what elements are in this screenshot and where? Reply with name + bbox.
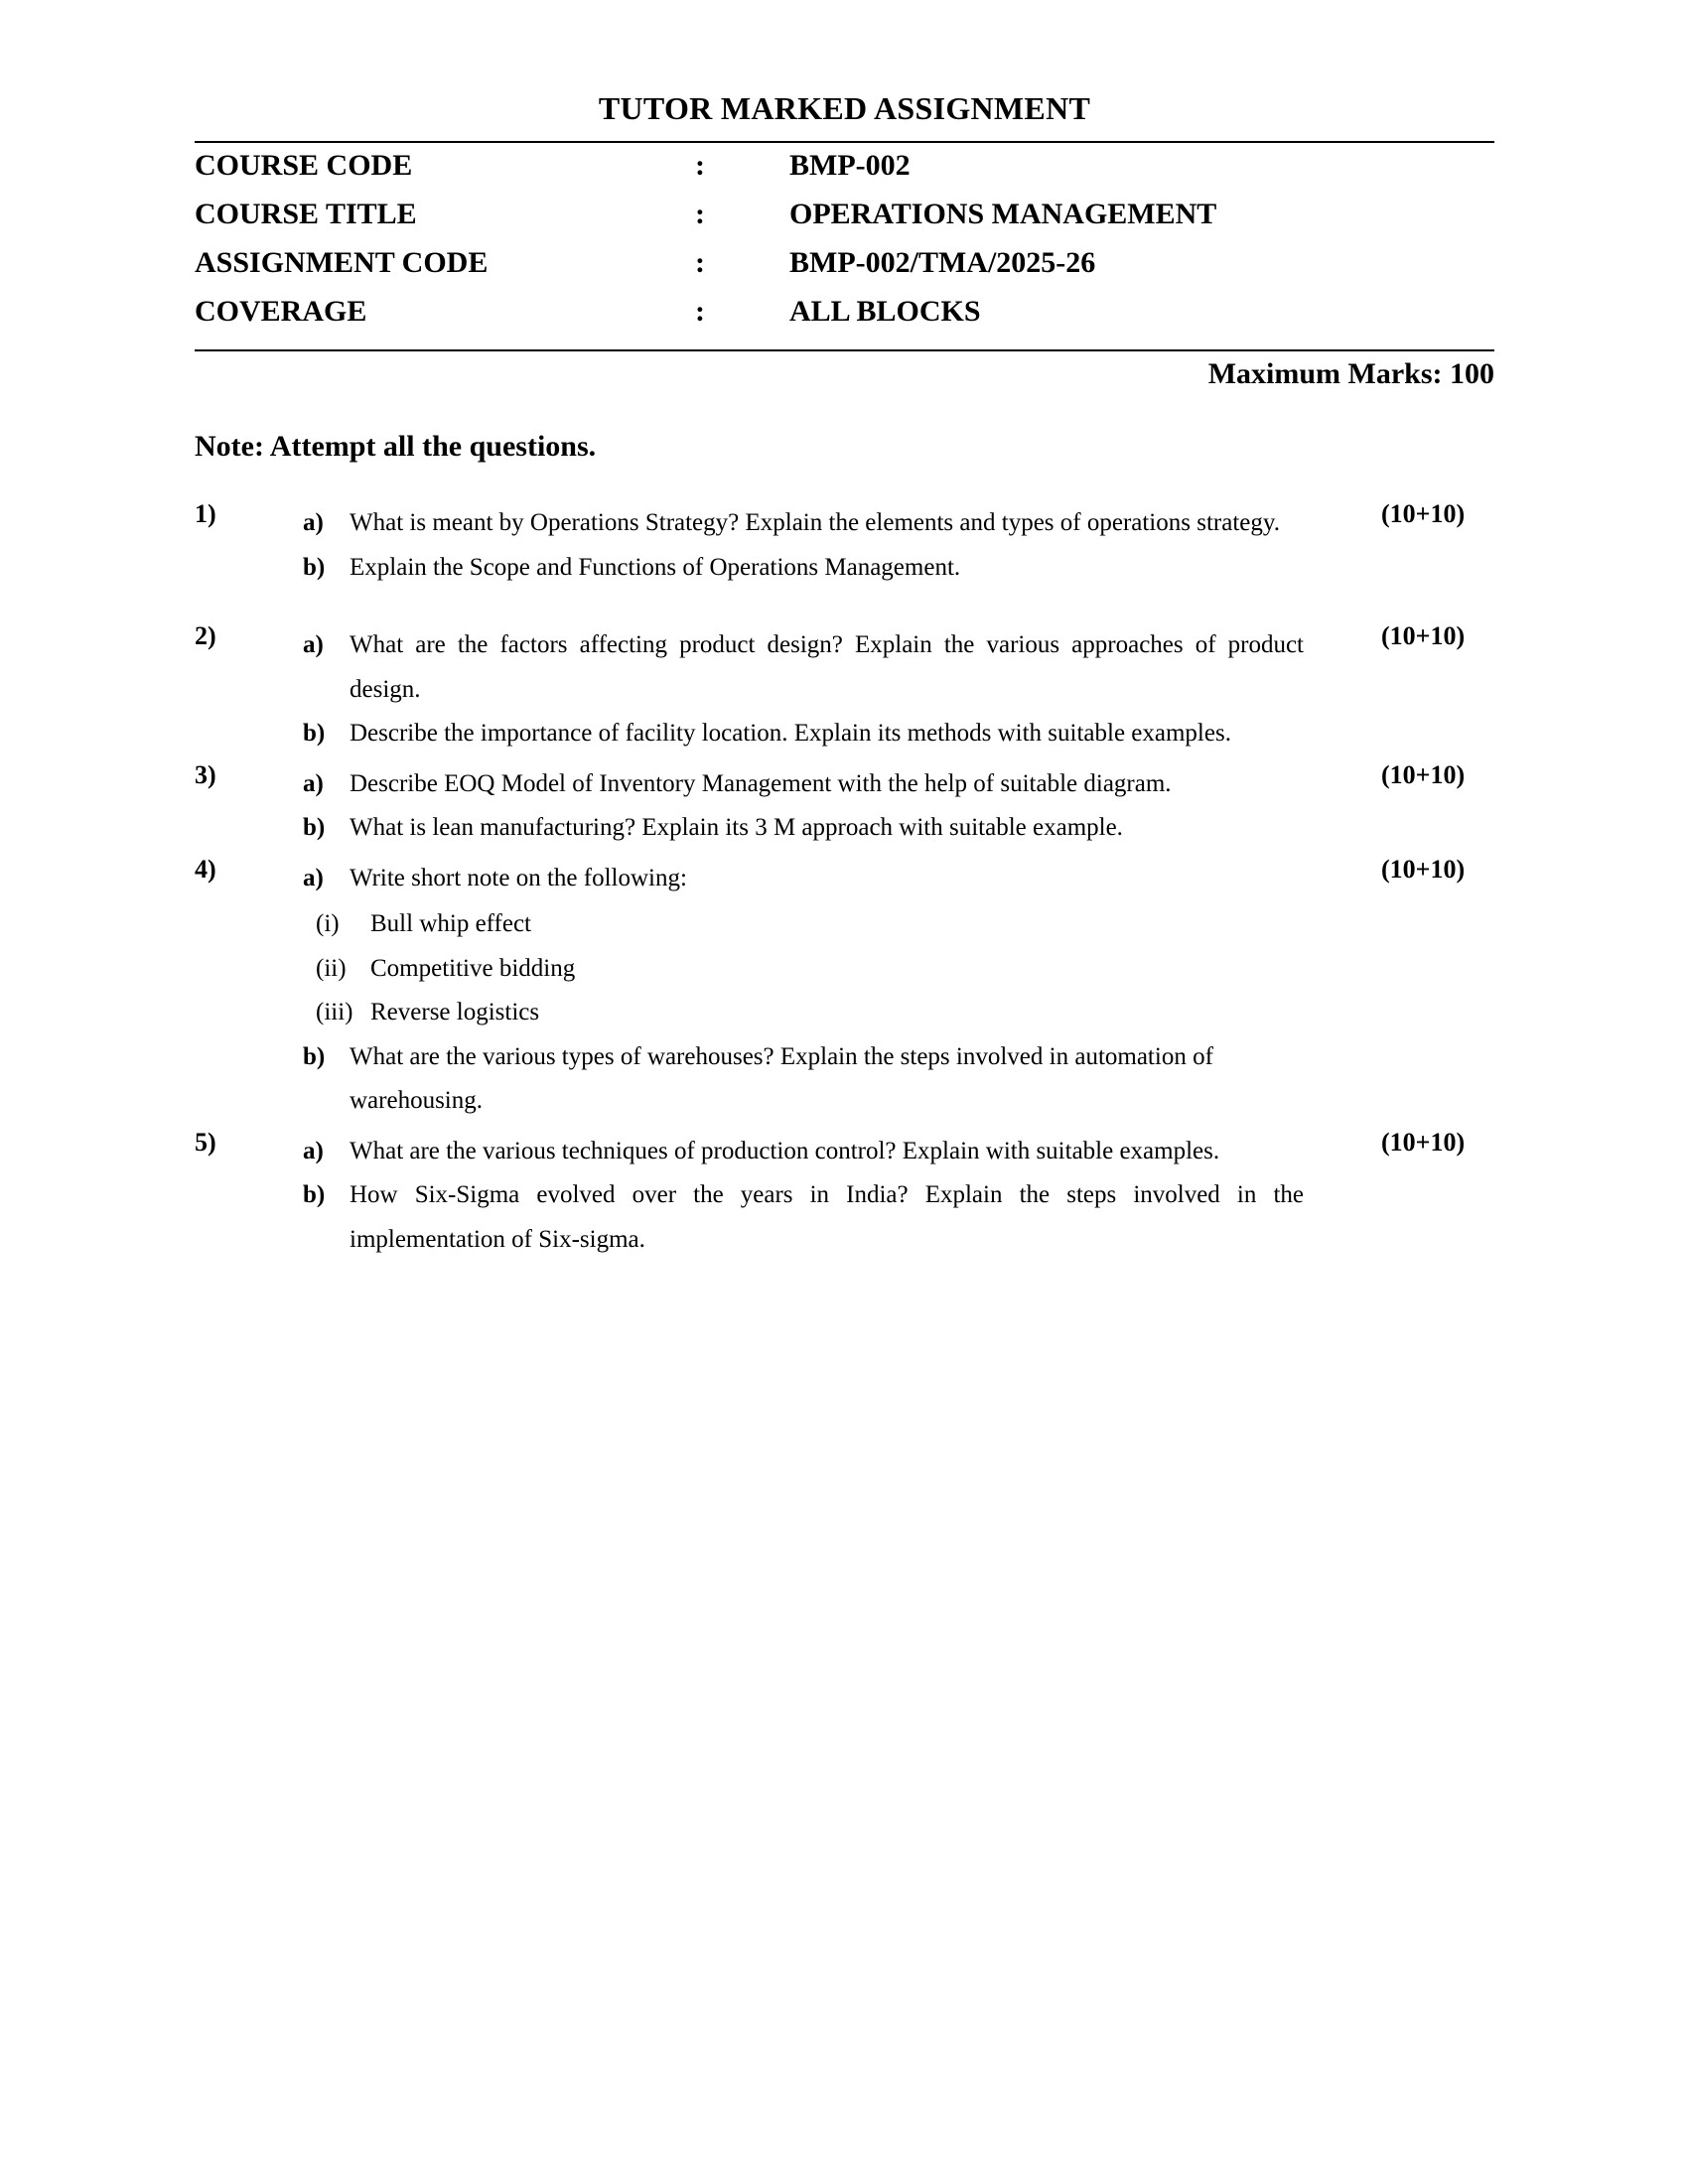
meta-colon: : [695,149,705,182]
meta-colon: : [695,246,705,279]
question-body [303,623,1304,756]
question-part [303,1130,1304,1174]
question-part-text: Describe EOQ Model of Inventory Management with the help of suitable diagram. [350,769,1172,797]
question-marks: (10+10) [1381,499,1466,528]
question-subitems [303,902,1304,1035]
question-part-label: b) [303,814,326,841]
question-number: 4) [195,854,216,884]
question-item [195,1127,1515,1263]
meta-colon: : [695,198,705,230]
meta-colon: : [695,295,705,328]
maximum-marks: Maximum Marks: 100 [1207,357,1494,390]
meta-label: COVERAGE [195,295,367,328]
meta-row [195,297,1494,345]
question-part-label: a) [303,769,324,797]
question-part-text: What are the various techniques of production control? Explain with suitable examples. [350,1137,1220,1164]
header-divider-bottom [195,349,1494,351]
question-subitem-label: (i) [316,910,340,937]
question-number: 1) [195,499,216,528]
question-subitem [316,902,1304,947]
question-marks: (10+10) [1381,759,1466,789]
meta-row [195,248,1494,297]
question-marks: (10+10) [1381,1127,1466,1157]
question-part-label: a) [303,509,324,536]
question-subitem-text: Competitive bidding [370,954,576,982]
question-number: 5) [195,1127,216,1157]
question-part [303,501,1304,546]
meta-label: COURSE TITLE [195,198,417,230]
question-part-text: Explain the Scope and Functions of Operations Management. [350,553,961,581]
question-item [195,623,1515,756]
question-part-label: b) [303,1042,326,1070]
question-item [195,501,1515,590]
question-subitem [316,947,1304,992]
question-part [303,857,1304,901]
question-part [303,1173,1304,1262]
question-part-label: a) [303,864,324,891]
question-body [303,1130,1304,1263]
question-subitem-text: Reverse logistics [370,999,540,1025]
page-title: TUTOR MARKED ASSIGNMENT [598,90,1091,126]
meta-row [195,151,1494,200]
question-body [303,501,1304,590]
meta-row [195,200,1494,248]
question-part-text: How Six-Sigma evolved over the years in India? Explain the steps involved in the implementation of Six-sigma. [350,1181,1304,1253]
question-part [303,806,1304,851]
question-part-text: Describe the importance of facility location. Explain its methods with suitable examples. [350,720,1231,747]
question-part-text: Write short note on the following: [350,864,687,891]
question-item [195,854,1515,1124]
course-meta-table [195,151,1494,345]
question-number: 2) [195,621,216,650]
meta-value: ALL BLOCKS [789,295,981,328]
meta-value: BMP-002 [789,149,911,182]
question-subitem-label: (iii) [316,999,353,1025]
question-part-label: b) [303,1181,326,1208]
meta-label: ASSIGNMENT CODE [195,246,489,279]
question-marks: (10+10) [1381,621,1466,650]
question-subitem [316,991,1304,1035]
question-part-label: b) [303,720,326,747]
question-part-text: What is lean manufacturing? Explain its 3 M approach with suitable example. [350,814,1123,841]
questions-list [195,501,1515,1262]
meta-value: BMP-002/TMA/2025-26 [789,246,1096,279]
question-subitem-text: Bull whip effect [370,910,531,937]
question-part-text: What are the various types of warehouses? Explain the steps involved in automation of warehousing. [350,1042,1213,1114]
meta-label: COURSE CODE [195,149,413,182]
question-part [303,623,1304,712]
question-part-label: b) [303,553,326,581]
question-part [303,712,1304,756]
header-divider-top [195,141,1494,143]
question-part [303,1035,1304,1124]
meta-value: OPERATIONS MANAGEMENT [789,198,1217,230]
question-subitem-label: (ii) [316,954,347,982]
question-body [303,857,1304,1124]
instruction-note: Note: Attempt all the questions. [195,430,597,463]
question-number: 3) [195,759,216,789]
question-part-label: a) [303,631,324,658]
question-part-text: What is meant by Operations Strategy? Explain the elements and types of operations strategy. [350,509,1280,536]
question-item [195,759,1515,851]
question-part-text: What are the factors affecting product design? Explain the various approaches of product design. [350,631,1304,703]
question-body [303,762,1304,851]
question-part [303,546,1304,591]
question-marks: (10+10) [1381,854,1466,884]
question-part-label: a) [303,1137,324,1164]
question-part [303,762,1304,807]
